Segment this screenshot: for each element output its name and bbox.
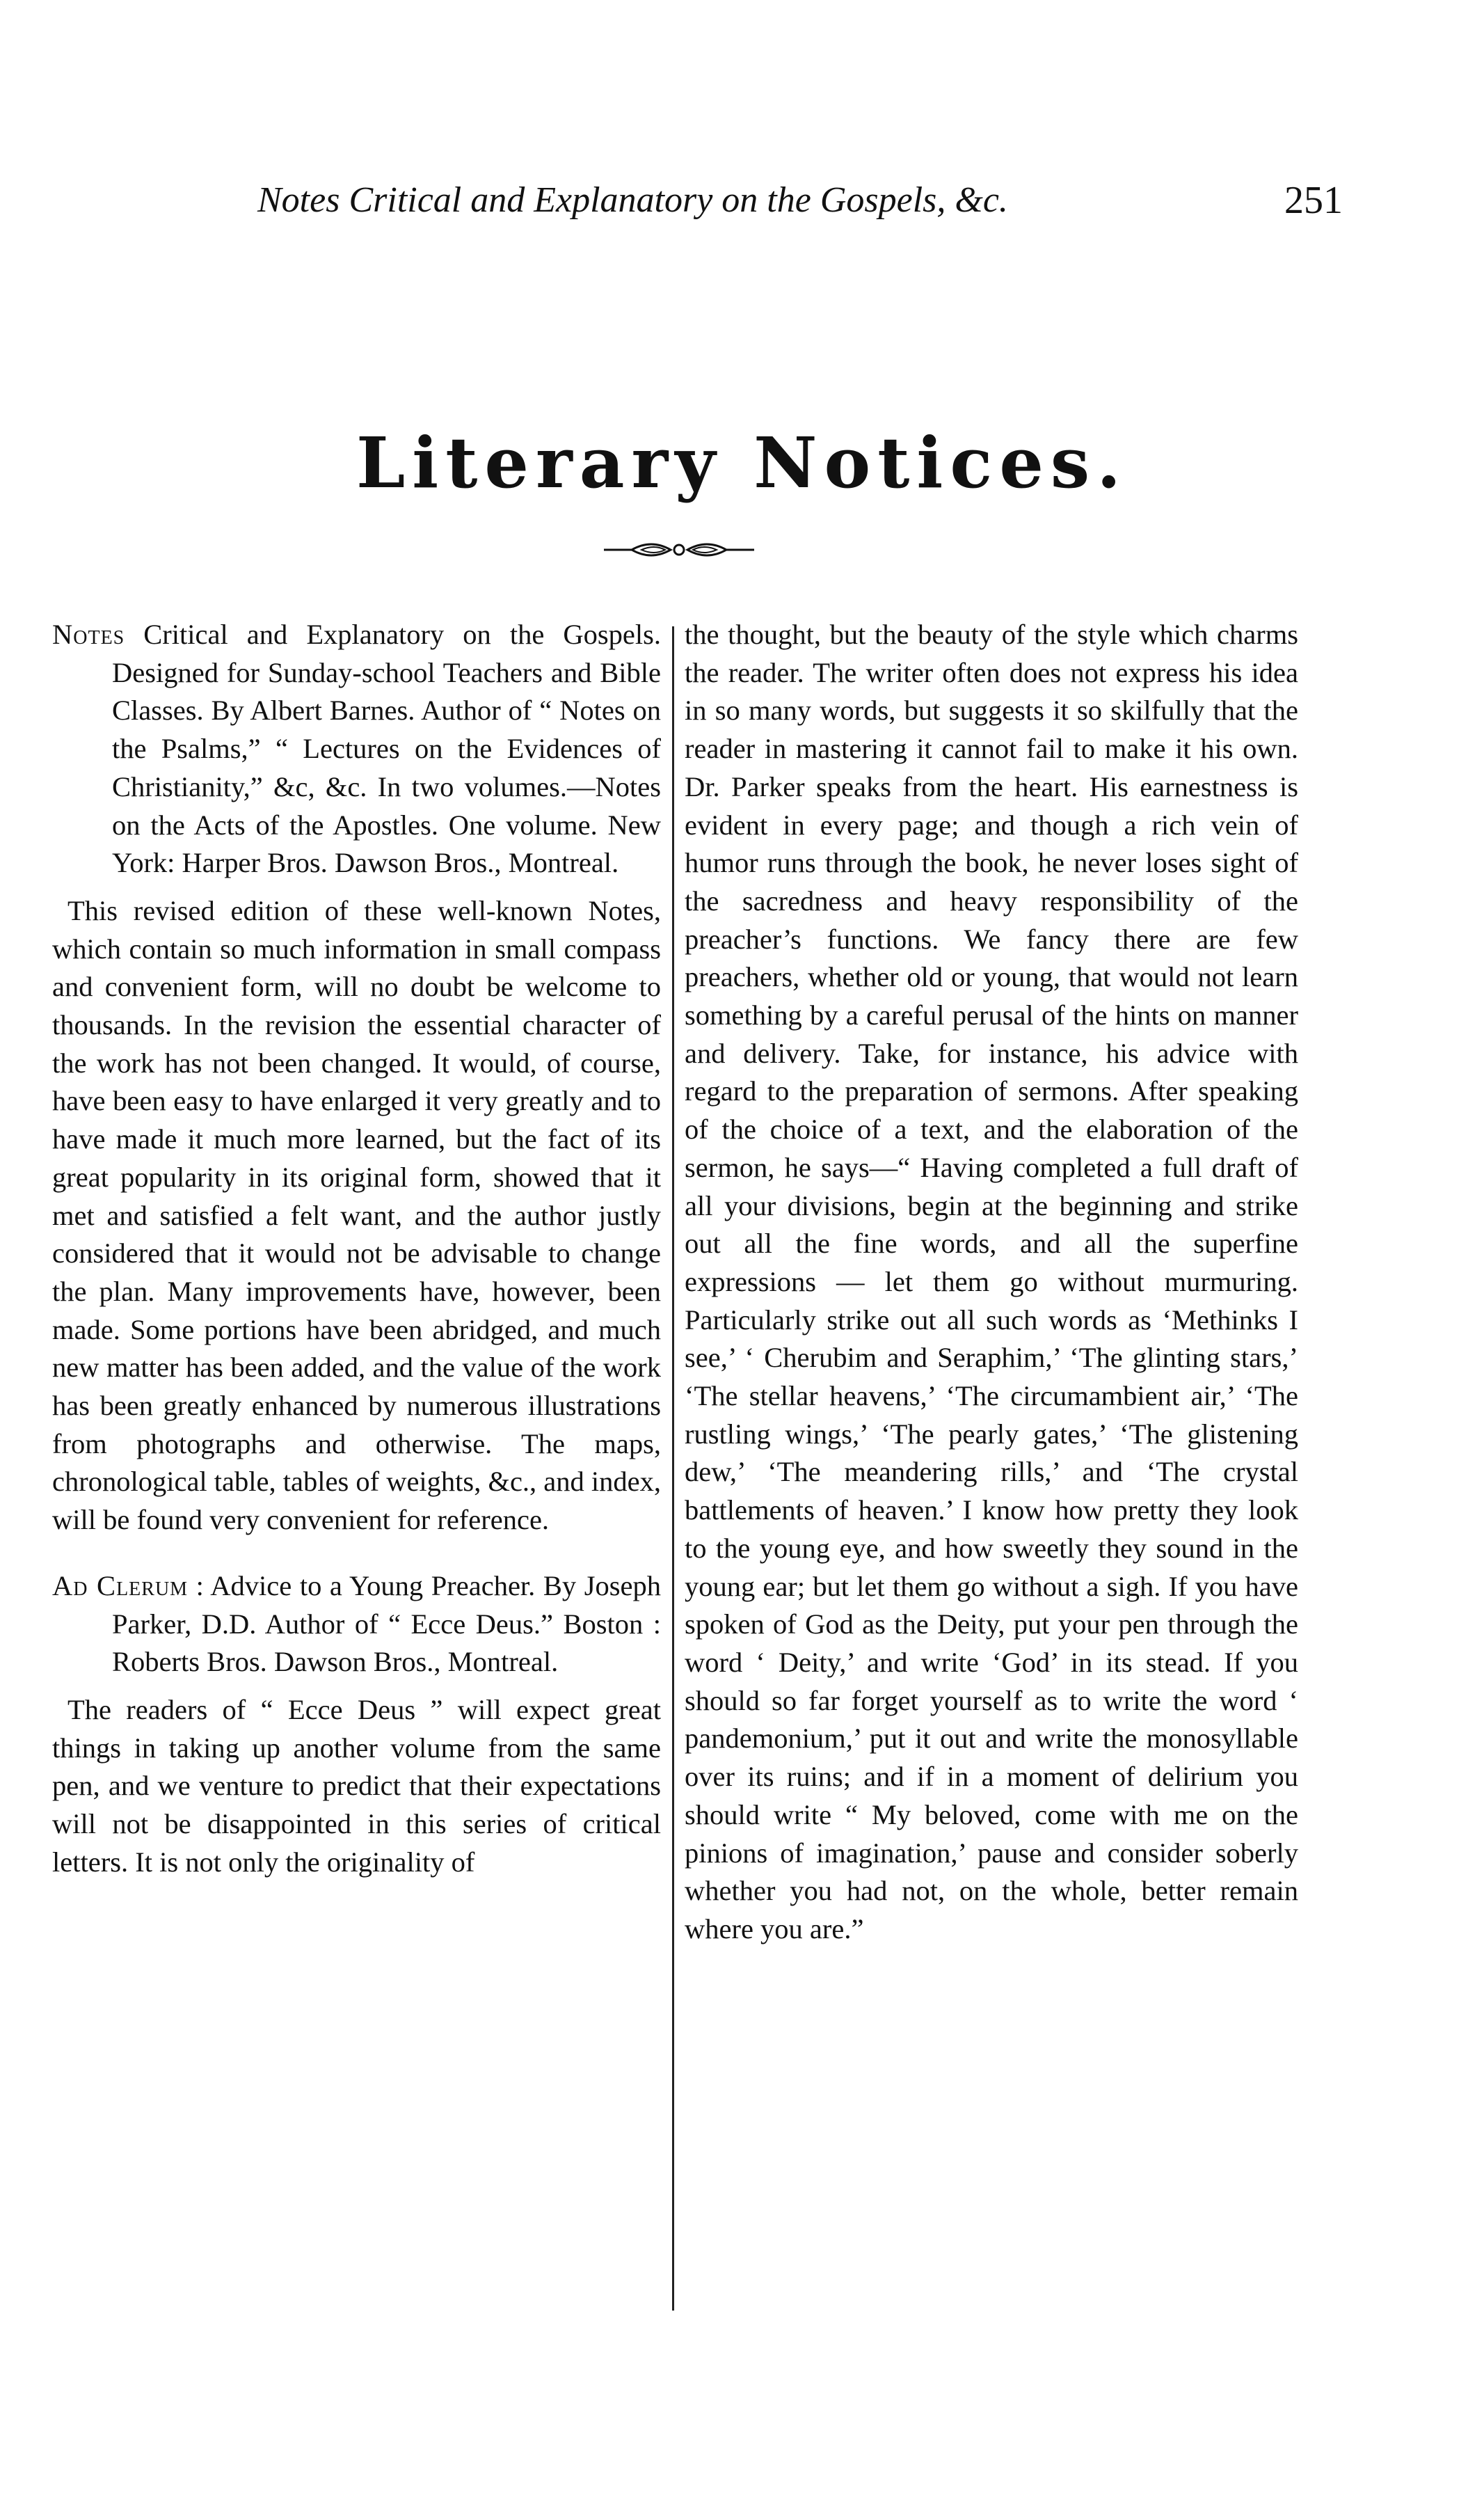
section-title: Literary Notices. [356, 422, 1128, 504]
entry-heading-rest: Critical and Explanatory on the Gospels. Designed for Sunday-school Teachers and Bible Classes. By Albert Barnes. Author of “ Notes on the Psalms,” “ Lectures on the Evidences of Christianity,” &c, &c. In two volumes.—Notes on the Acts of the Apostles. One volume. New York: Harper Bros. Dawson Bros., Montreal. [112, 619, 661, 879]
entry-body-continuation: the thought, but the beauty of the style which charms the reader. The writer often does not express his idea in so many words, but suggests it so skilfully that the reader in mastering it cannot fail to make it his own. Dr. Parker speaks from the heart. His earnestness is evident in every page; and though a rich vein of humor runs through the book, he never loses sight of the sacredness and heavy responsibility of the preacher’s functions. We fancy there are few preachers, whether old or young, that would not learn something by a careful perusal of the hints on manner and delivery. Take, for instance, his advice with regard to the preparation of sermons. After speaking of the choice of a text, and the elaboration of the sermon, he says—“ Having completed a full draft of all your divisions, begin at the beginning and strike out all the fine words, and all the superfine expressions — let them go without murmuring. Particularly strike out all such words as ‘Methinks I see,’ ‘ Cherubim and Seraphim,’ ‘The glinting stars,’ ‘The stellar heavens,’ ‘The circumambient air,’ ‘The rustling wings,’ ‘The pearly gates,’ ‘The glistening dew,’ ‘The meandering rills,’ and ‘The crystal battlements of heaven.’ I know how pretty they look to the young eye, and how sweetly they sound in the young ear; but let them go without a sigh. If you have spoken of God as the Deity, put your pen through the word ‘ Deity,’ and write ‘God’ in its stead. If you should so far forget yourself as to write the word ‘ pandemonium,’ put it out and write the monosyllable over its ruins; and if in a moment of delirium you should write “ My beloved, come with me on the pinions of imagination,’ pause and consider soberly whether you had not, on the whole, better remain where you are.” [685, 619, 1298, 1944]
scroll-ornament-icon-svg [603, 536, 756, 564]
entry-heading [52, 616, 661, 882]
entry-heading-lead: Ad Clerum [52, 1569, 189, 1601]
scroll-ornament-icon [603, 536, 756, 564]
running-head [230, 173, 1343, 228]
entry-body: This revised edition of these well-known Notes, which contain so much information in small compass and convenient form, will no doubt be welcome to thousands. In the revision the essential character of the work has not been changed. It would, of course, have been easy to have enlarged it very greatly and to have made it much more learned, but the fact of its great popularity in its original form, showed that it met and satisfied a felt want, and the author justly considered that it would not be advisable to change the plan. Many improvements have, however, been made. Some portions have been abridged, and much new matter has been added, and the value of the work has been greatly enhanced by numerous illustrations from photographs and otherwise. The maps, chronological table, tables of weights, &c., and index, will be found very convenient for reference. [52, 894, 662, 1536]
entry-heading-rest: : Advice to a Young Preacher. By Joseph Parker, D.D. Author of “ Ecce Deus.” Boston : Roberts Bros. Dawson Bros., Montreal. [112, 1569, 661, 1678]
left-column [52, 616, 661, 1882]
entry-heading [52, 1567, 661, 1681]
entry-heading-lead: Notes [52, 619, 125, 650]
page-number: 251 [1284, 179, 1343, 222]
running-head-title: Notes Critical and Explanatory on the Gospels, &c. [257, 180, 1008, 220]
column-rule [672, 626, 674, 2311]
right-column [685, 616, 1298, 1949]
entry-body: The readers of “ Ecce Deus ” will expect great things in taking up another volume from the same pen, and we venture to predict that their expectations will not be disappointed in this series of critical letters. It is not only the originality of [52, 1693, 661, 1878]
